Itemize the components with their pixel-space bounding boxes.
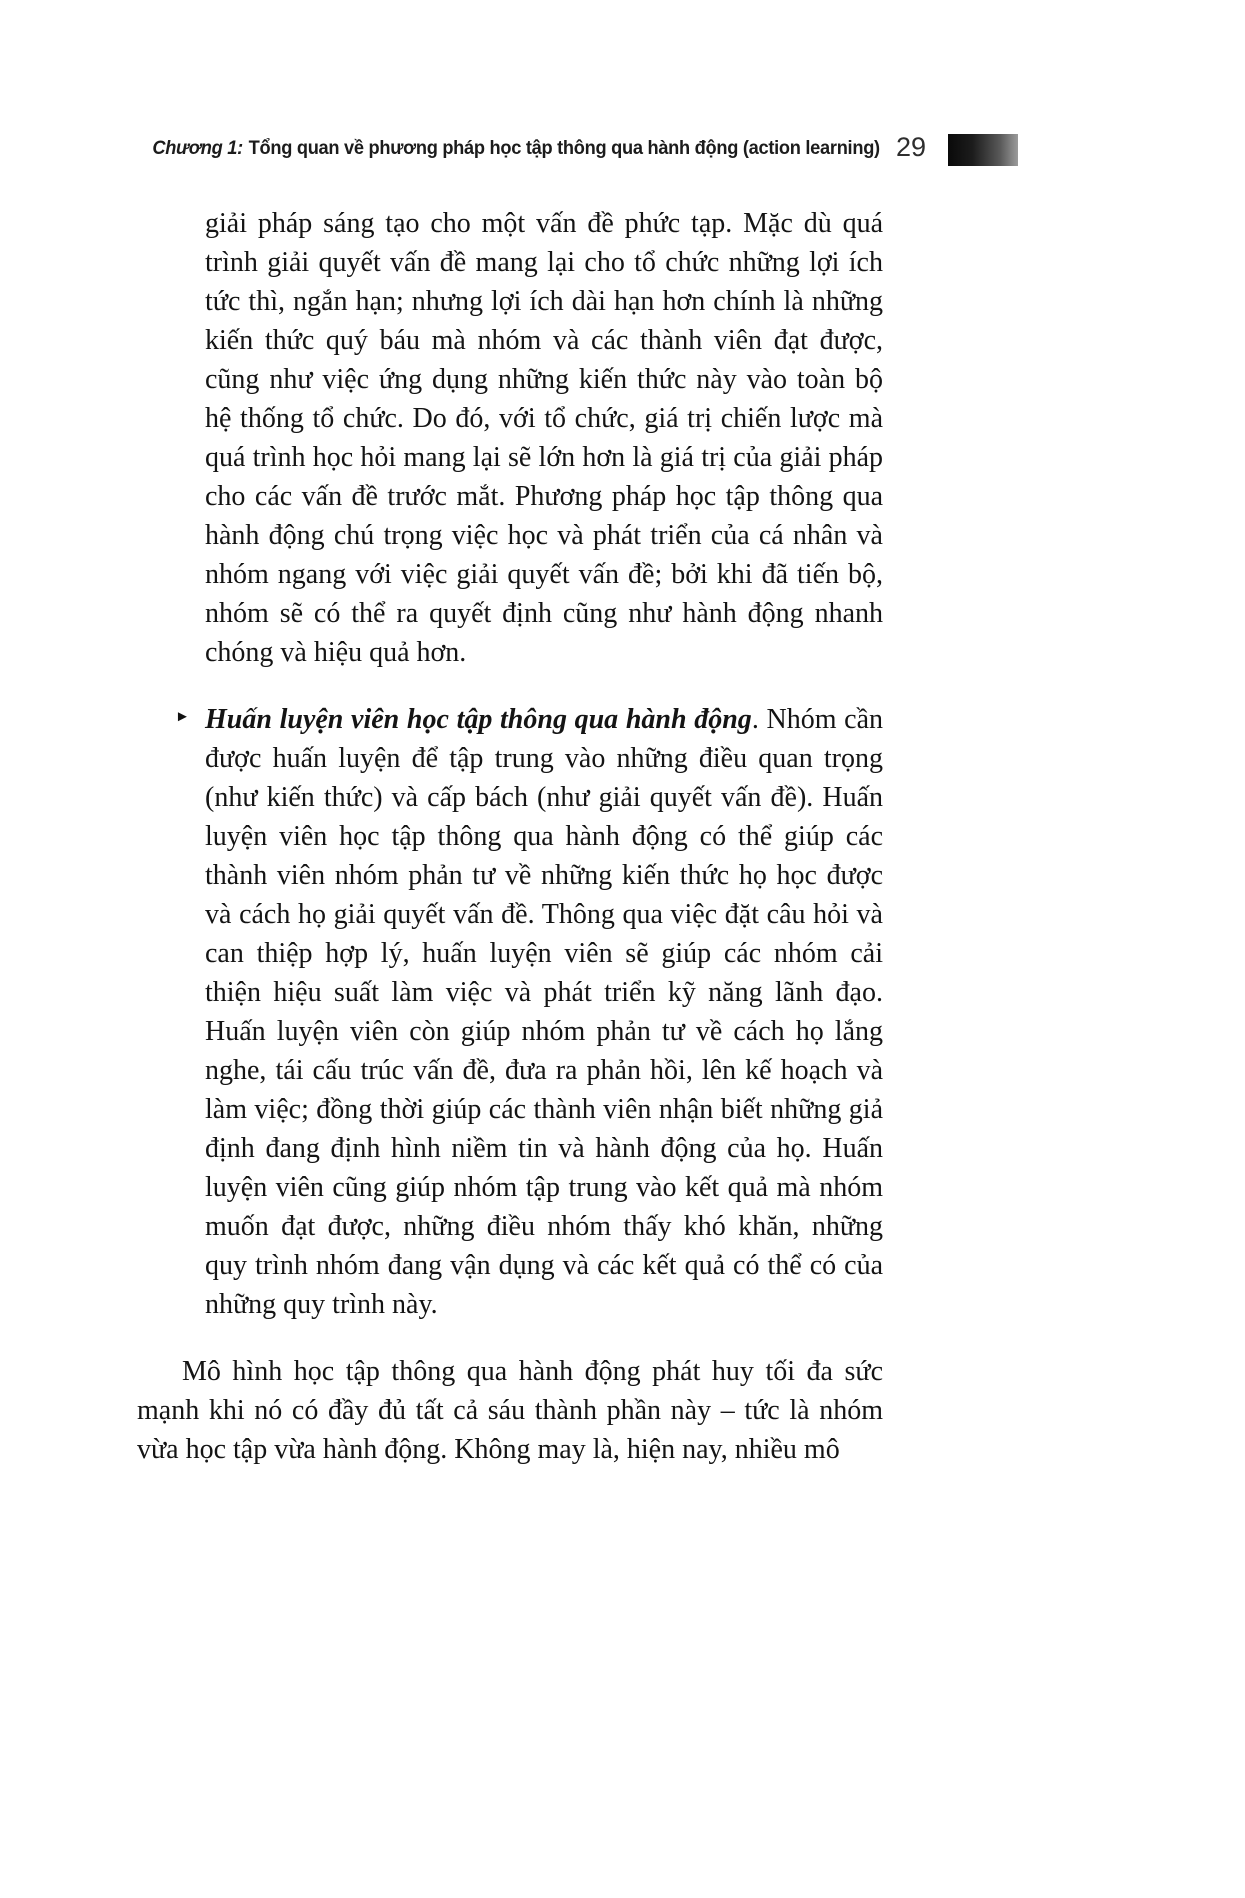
bullet-text: Nhóm cần được huấn luyện để tập trung vào những điều quan trọng (như kiến thức) và cấp bách (như giải quyết vấn đề). Huấn luyện viên học tập thông qua hành động có thể giúp các thành viên nhóm phản tư về những kiến thức họ học được và cách họ giải quyết vấn đề. Thông qua việc đặt câu hỏi và can thiệp hợp lý, huấn luyện viên sẽ giúp các nhóm cải thiện hiệu suất làm việc và phát triển kỹ năng lãnh đạo. Huấn luyện viên còn giúp nhóm phản tư về cách họ lắng nghe, tái cấu trúc vấn đề, đưa ra phản hồi, lên kế hoạch và làm việc; đồng thời giúp các thành viên nhận biết những giả định đang định hình niềm tin và hành động của họ. Huấn luyện viên cũng giúp nhóm tập trung vào kết quả mà nhóm muốn đạt được, những điều nhóm thấy khó khăn, những quy trình nhóm đang vận dụng và các kết quả có thể có của những quy trình này. (205, 704, 884, 1320)
bullet-title: Huấn luyện viên học tập thông qua hành động (205, 704, 752, 735)
text-column (137, 204, 883, 1469)
bullet-separator: . (751, 704, 767, 735)
running-header (0, 134, 1245, 170)
chapter-title: Tổng quan về phương pháp học tập thông qua hành động (action learning) (248, 138, 880, 159)
header-gradient-bar (948, 134, 1018, 166)
bullet-item (175, 700, 884, 1324)
closing-paragraph: Mô hình học tập thông qua hành động phát huy tối đa sức mạnh khi nó có đầy đủ tất cả sáu thành phần này – tức là nhóm vừa học tập vừa hành động. Không may là, hiện nay, nhiều mô (137, 1356, 883, 1465)
header-text (152, 138, 880, 160)
bullet-triangle-icon: ► (175, 709, 190, 725)
bullet-paragraph (205, 700, 883, 1324)
chapter-label: Chương 1: (152, 138, 244, 159)
paragraph-continuation: giải pháp sáng tạo cho một vấn đề phức tạp. Mặc dù quá trình giải quyết vấn đề mang lại cho tổ chức những lợi ích tức thì, ngắn hạn; nhưng lợi ích dài hạn hơn chính là những kiến thức quý báu mà nhóm và các thành viên đạt được, cũng như việc ứng dụng những kiến thức này vào toàn bộ hệ thống tổ chức. Do đó, với tổ chức, giá trị chiến lược mà quá trình học hỏi mang lại sẽ lớn hơn là giá trị của giải pháp cho các vấn đề trước mắt. Phương pháp học tập thông qua hành động chú trọng việc học và phát triển của cá nhân và nhóm ngang với việc giải quyết vấn đề; bởi khi đã tiến bộ, nhóm sẽ có thể ra quyết định cũng như hành động nhanh chóng và hiệu quả hơn. (205, 208, 883, 668)
page-number: 29 (896, 132, 927, 162)
